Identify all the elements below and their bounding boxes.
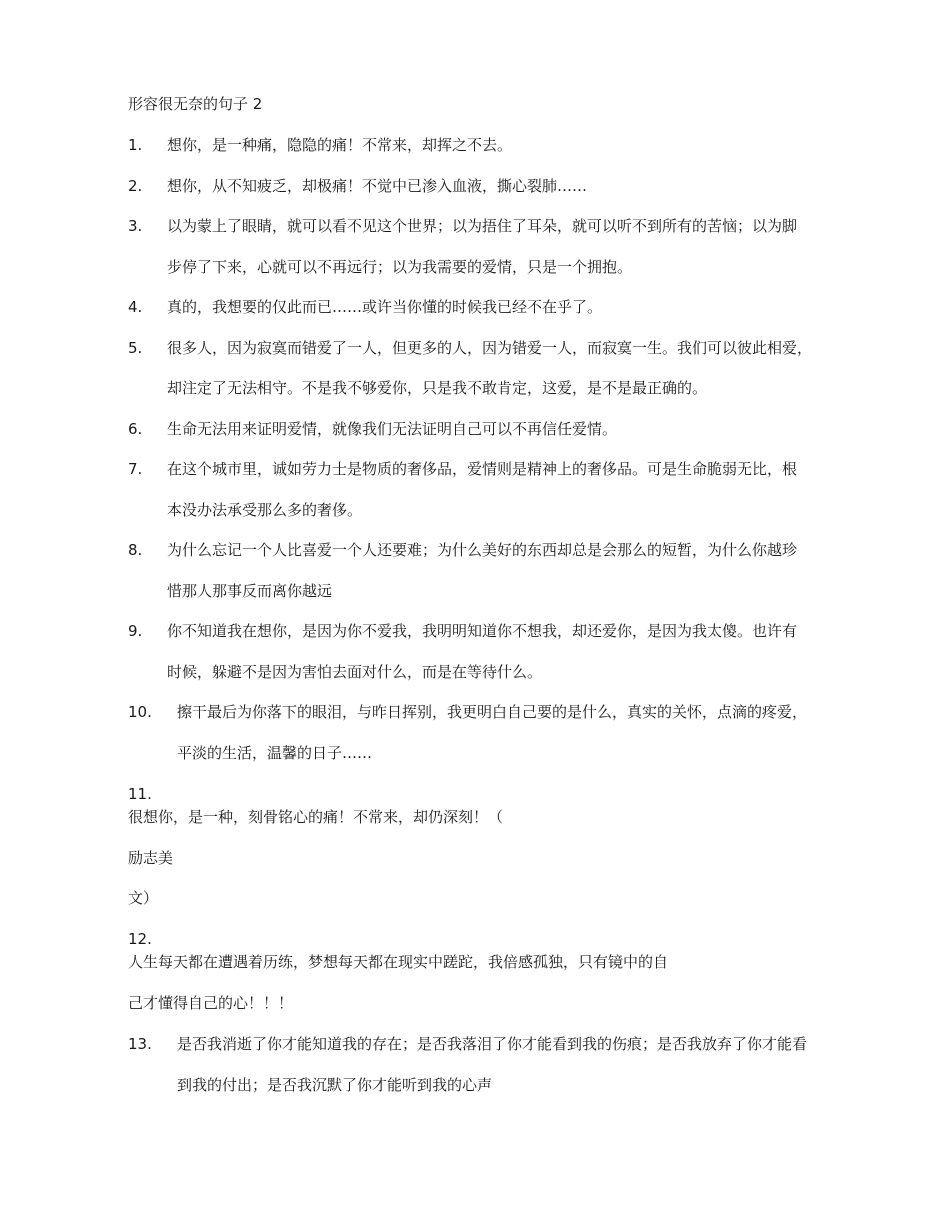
list-item-text: 步停了下来，心就可以不再远行；以为我需要的爱情，只是一个拥抱。: [167, 258, 633, 276]
list-item-number: 12.: [128, 930, 152, 948]
list-item-text: 平淡的生活，温馨的日子……: [177, 744, 373, 762]
list-item-text: 是否我消逝了你才能知道我的存在；是否我落泪了你才能看到我的伤痕；是否我放弃了你才能看: [177, 1035, 808, 1053]
list-item-text: 人生每天都在遭遇着历练，梦想每天都在现实中蹉跎，我倍感孤独，只有镜中的自: [128, 953, 669, 971]
list-item-text: 想你，是一种痛，隐隐的痛！不常来，却挥之不去。: [167, 136, 513, 154]
list-item-text: 很多人，因为寂寞而错爱了一人，但更多的人，因为错爱一人，而寂寞一生。我们可以彼此相爱，: [167, 339, 813, 357]
list-item-text: 文）: [128, 889, 159, 907]
list-item-text: 你不知道我在想你，是因为你不爱我，我明明知道你不想我，却还爱你，是因为我太傻。也许有: [167, 622, 798, 640]
list-item-number: 13.: [128, 1035, 152, 1053]
list-item-number: 3.: [128, 217, 143, 235]
list-item-text: 到我的付出；是否我沉默了你才能听到我的心声: [177, 1076, 493, 1094]
list-item-number: 7.: [128, 460, 143, 478]
list-item-text: 却注定了无法相守。不是我不够爱你，只是我不敢肯定，这爱，是不是最正确的。: [167, 379, 708, 397]
list-item-number: 1.: [128, 136, 143, 154]
list-item-text: 惜那人那事反而离你越远: [167, 582, 333, 600]
list-item-text: 在这个城市里，诚如劳力士是物质的奢侈品，爱情则是精神上的奢侈品。可是生命脆弱无比，根: [167, 460, 798, 478]
list-item-number: 8.: [128, 541, 143, 559]
list-item-text: 本没办法承受那么多的奢侈。: [167, 501, 363, 519]
list-item-text: 励志美: [128, 849, 174, 867]
list-item-text: 为什么忘记一个人比喜爱一个人还要难；为什么美好的东西却总是会那么的短暂，为什么你越珍: [167, 541, 798, 559]
document-title: 形容很无奈的句子 2: [128, 95, 263, 113]
list-item-number: 9.: [128, 622, 143, 640]
list-item-text: 己才懂得自己的心！！！: [128, 994, 294, 1012]
list-item-text: 时候，躲避不是因为害怕去面对什么，而是在等待什么。: [167, 663, 543, 681]
list-item-text: 想你，从不知疲乏，却极痛！不觉中已渗入血液，撕心裂肺……: [167, 177, 588, 195]
list-item-number: 10.: [128, 703, 152, 721]
list-item-number: 6.: [128, 420, 143, 438]
list-item-number: 4.: [128, 298, 143, 316]
list-item-text: 很想你，是一种，刻骨铭心的痛！不常来，却仍深刻！（: [128, 808, 504, 826]
list-item-text: 生命无法用来证明爱情，就像我们无法证明自己可以不再信任爱情。: [167, 420, 618, 438]
list-item-text: 以为蒙上了眼睛，就可以看不见这个世界；以为捂住了耳朵，就可以听不到所有的苦恼；以为脚: [167, 217, 798, 235]
list-item-number: 11.: [128, 785, 152, 803]
list-item-text: 擦干最后为你落下的眼泪，与昨日挥别，我更明白自己要的是什么，真实的关怀，点滴的疼爱，: [177, 703, 808, 721]
list-item-number: 2.: [128, 177, 143, 195]
list-item-text: 真的，我想要的仅此而已……或许当你懂的时候我已经不在乎了。: [167, 298, 603, 316]
list-item-number: 5.: [128, 339, 143, 357]
